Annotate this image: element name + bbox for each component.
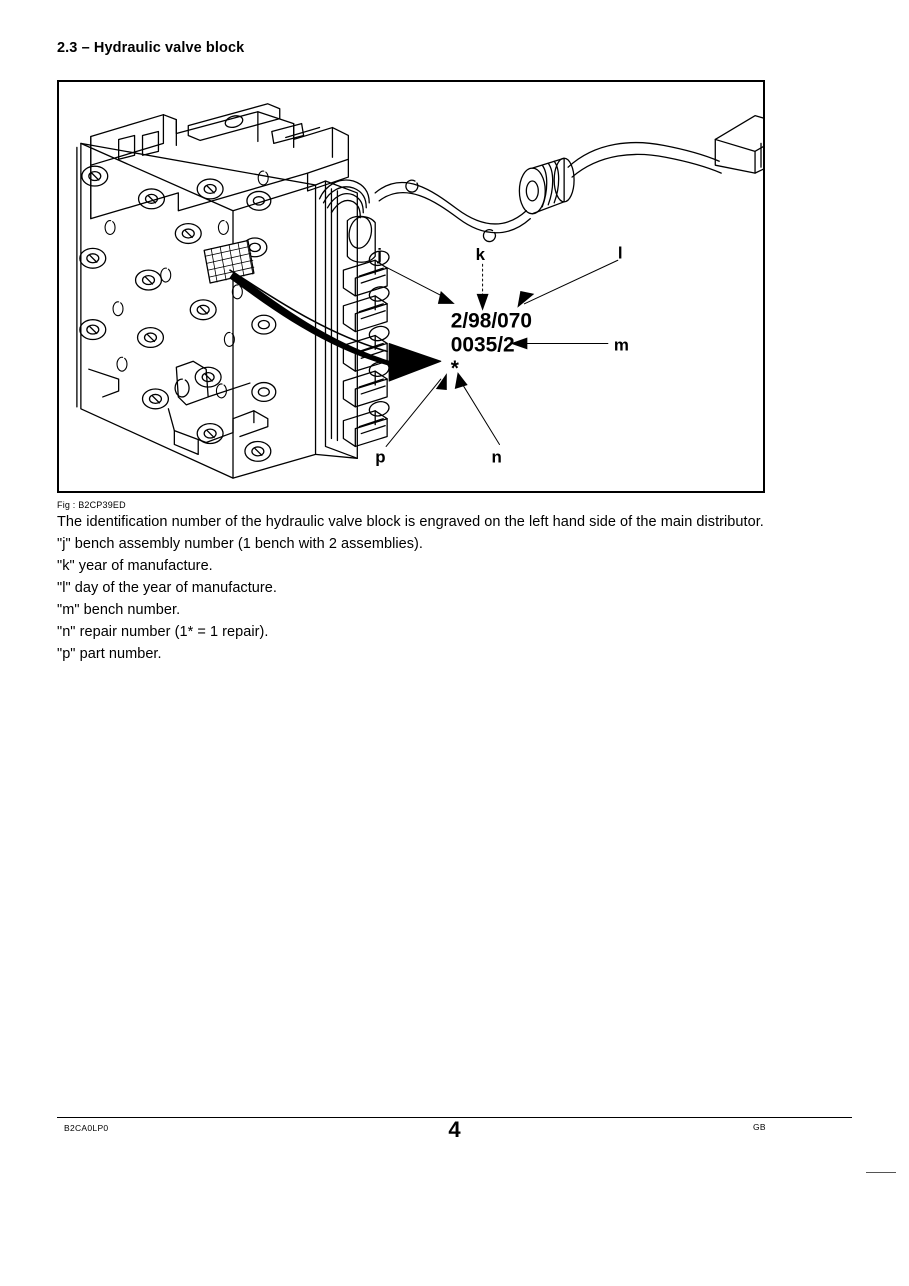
body-line: "m" bench number.	[57, 602, 181, 618]
callout-label-m: m	[613, 335, 629, 355]
body-line: "j" bench assembly number (1 bench with 2 assemblies).	[57, 536, 423, 552]
engraved-repair-asterisk: *	[450, 357, 459, 381]
body-line: The identification number of the hydraulic valve block is engraved on the left hand side of the main distributor.	[57, 514, 764, 530]
engraved-plate	[204, 240, 254, 283]
body-line: "k" year of manufacture.	[57, 558, 213, 574]
figure-caption: Fig : B2CP39ED	[57, 500, 126, 510]
body-line: "n" repair number (1* = 1 repair).	[57, 624, 269, 640]
body-text	[57, 511, 857, 665]
crop-mark	[866, 1172, 896, 1173]
callout-label-l: l	[617, 243, 623, 263]
hydraulic-valve-block-illustration	[59, 82, 763, 491]
callout-label-j: j	[377, 245, 382, 265]
callout-label-n: n	[491, 447, 502, 467]
figure-panel	[57, 80, 765, 493]
callout-label-k: k	[475, 245, 486, 265]
body-line: "p" part number.	[57, 646, 162, 662]
body-line: "l" day of the year of manufacture.	[57, 580, 277, 596]
callout-label-p: p	[375, 447, 386, 467]
footer-document-code: B2CA0LP0	[64, 1123, 109, 1133]
page-title: 2.3 – Hydraulic valve block	[57, 40, 245, 56]
footer-language-code: GB	[753, 1122, 766, 1132]
engraved-line-2: 0035/2	[450, 333, 515, 357]
engraved-line-1: 2/98/070	[450, 309, 533, 333]
page-number: 4	[448, 1117, 461, 1142]
